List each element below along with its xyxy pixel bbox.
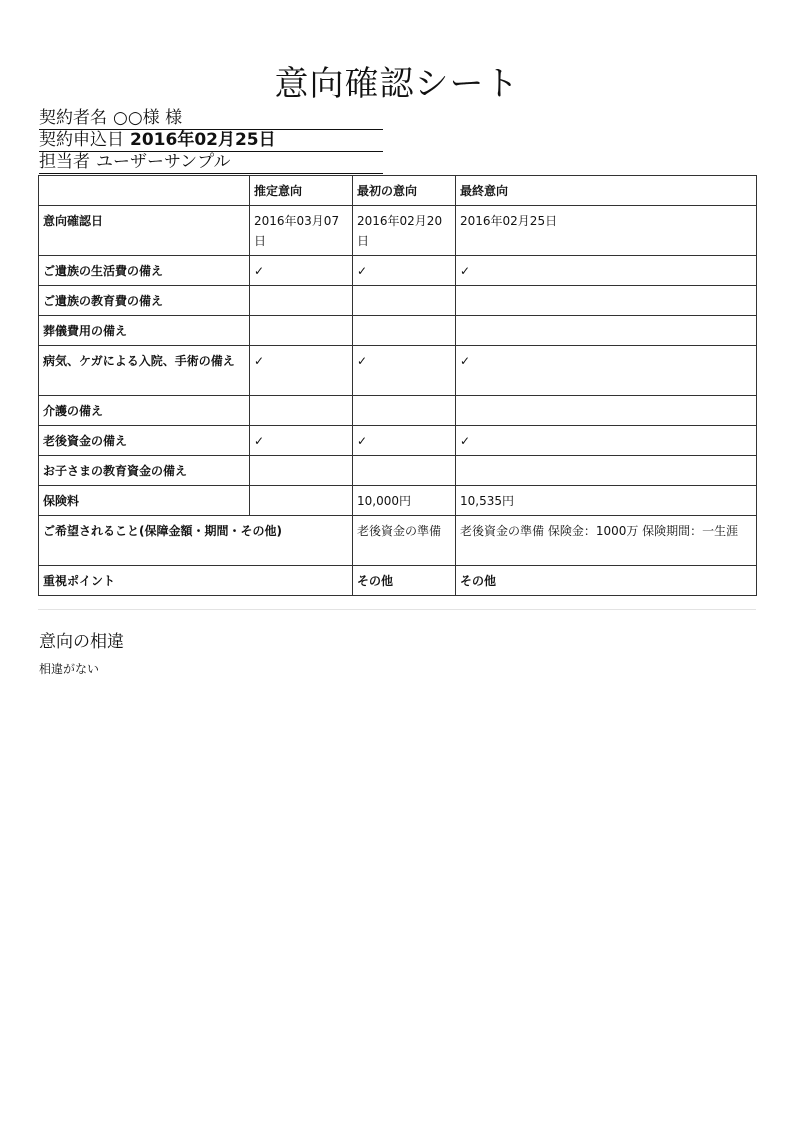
contractor-value: ○○様 様 xyxy=(113,108,183,128)
row-label-premium: 保険料 xyxy=(39,486,250,516)
staff-label: 担当者 xyxy=(39,152,90,172)
header-estimated: 推定意向 xyxy=(250,176,353,206)
difference-text: 相違がない xyxy=(39,662,100,676)
check-final: ✓ xyxy=(456,346,757,396)
table-row xyxy=(39,566,757,596)
cell-final: 2016年02月25日 xyxy=(456,206,757,256)
cell-final xyxy=(456,456,757,486)
priority-initial: その他 xyxy=(353,566,456,596)
wishes-final: 老後資金の準備 保険金：1000万 保険期間：一生涯 xyxy=(456,516,757,566)
section-divider xyxy=(38,609,756,610)
table-row xyxy=(39,206,757,256)
row-label-wishes: ご希望されること(保障金額・期間・その他) xyxy=(39,516,353,566)
check-initial: ✓ xyxy=(353,256,456,286)
row-label-nursing: 介護の備え xyxy=(39,396,250,426)
row-label-education-expenses: ご遺族の教育費の備え xyxy=(39,286,250,316)
cell-estimated: 2016年03月07日 xyxy=(250,206,353,256)
table-row xyxy=(39,396,757,426)
check-initial: ✓ xyxy=(353,426,456,456)
check-estimated: ✓ xyxy=(250,426,353,456)
page-title: 意向確認シート xyxy=(274,64,520,104)
cell-estimated xyxy=(250,316,353,346)
row-label-living-expenses: ご遺族の生活費の備え xyxy=(39,256,250,286)
table-header-row xyxy=(39,176,757,206)
cell-final xyxy=(456,396,757,426)
cell-final xyxy=(456,286,757,316)
header-blank xyxy=(39,176,250,206)
table-row xyxy=(39,256,757,286)
cell-initial xyxy=(353,396,456,426)
check-final: ✓ xyxy=(456,256,757,286)
row-label-medical: 病気、ケガによる入院、手術の備え xyxy=(39,346,250,396)
priority-final: その他 xyxy=(456,566,757,596)
cell-initial xyxy=(353,286,456,316)
cell-estimated xyxy=(250,396,353,426)
check-final: ✓ xyxy=(456,426,757,456)
premium-final: 10,535円 xyxy=(456,486,757,516)
check-estimated: ✓ xyxy=(250,346,353,396)
table-row xyxy=(39,286,757,316)
header-initial: 最初の意向 xyxy=(353,176,456,206)
check-initial: ✓ xyxy=(353,346,456,396)
cell-initial xyxy=(353,316,456,346)
premium-initial: 10,000円 xyxy=(353,486,456,516)
staff-value: ユーザーサンプル xyxy=(96,152,231,172)
staff-line xyxy=(39,152,383,174)
intent-table xyxy=(38,175,757,596)
wishes-initial: 老後資金の準備 xyxy=(353,516,456,566)
application-date-line xyxy=(39,130,383,152)
header-final: 最終意向 xyxy=(456,176,757,206)
check-estimated: ✓ xyxy=(250,256,353,286)
application-date-label: 契約申込日 xyxy=(39,130,124,150)
table-row xyxy=(39,426,757,456)
cell-estimated xyxy=(250,286,353,316)
difference-heading: 意向の相違 xyxy=(39,632,124,652)
row-label-child-education: お子さまの教育資金の備え xyxy=(39,456,250,486)
cell-estimated xyxy=(250,486,353,516)
row-label-retirement: 老後資金の備え xyxy=(39,426,250,456)
cell-estimated xyxy=(250,456,353,486)
table-row xyxy=(39,346,757,396)
table-row xyxy=(39,456,757,486)
row-label-priority: 重視ポイント xyxy=(39,566,353,596)
table-row xyxy=(39,316,757,346)
application-date-value: 2016年02月25日 xyxy=(130,130,276,150)
cell-final xyxy=(456,316,757,346)
contractor-line xyxy=(39,108,383,130)
cell-initial: 2016年02月20日 xyxy=(353,206,456,256)
contractor-label: 契約者名 xyxy=(39,108,107,128)
row-label-confirm-date: 意向確認日 xyxy=(39,206,250,256)
cell-initial xyxy=(353,456,456,486)
table-row xyxy=(39,486,757,516)
row-label-funeral: 葬儀費用の備え xyxy=(39,316,250,346)
table-row xyxy=(39,516,757,566)
